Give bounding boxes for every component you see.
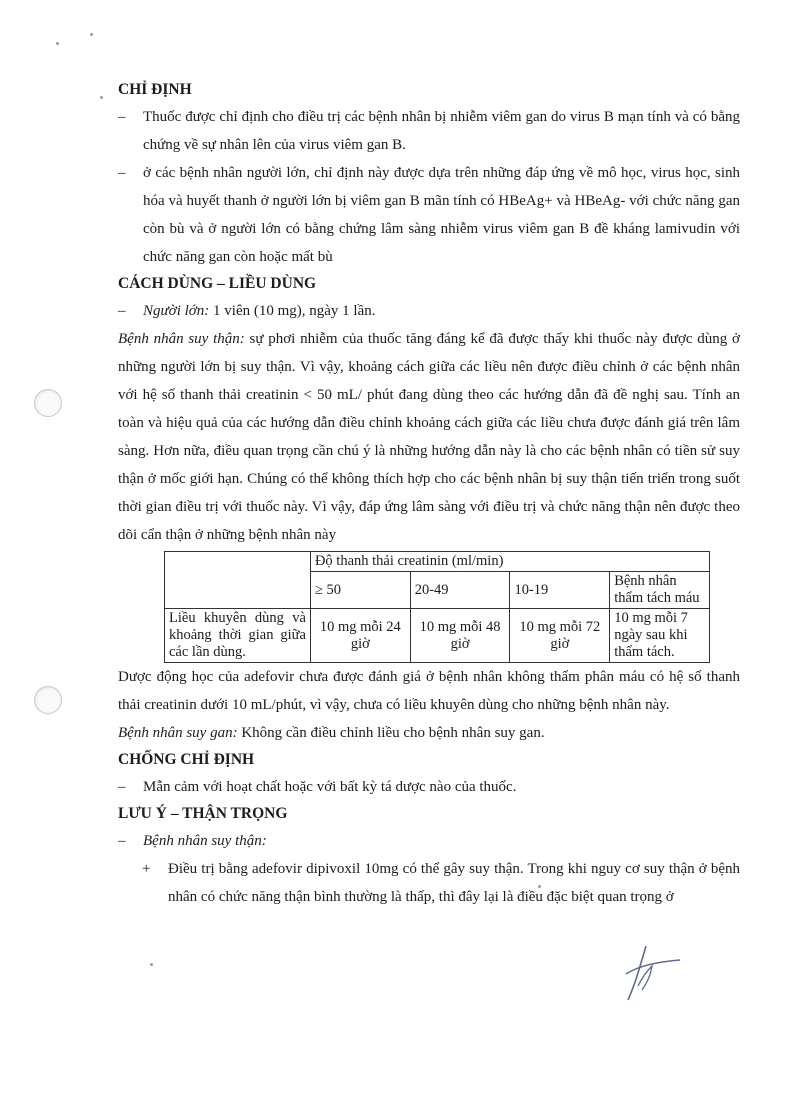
table-row [165,609,710,663]
table-column-header: 20-49 [410,572,510,609]
signature-mark [616,938,686,1008]
list-item [118,103,740,159]
list-item-text: Mẫn cảm với hoạt chất hoặc với bất kỳ tá dược nào của thuốc. [143,779,517,795]
dash-bullet: – [118,833,126,849]
table-column-header: 10-19 [510,572,610,609]
section-title-chong-chi-dinh: CHỐNG CHỈ ĐỊNH [118,751,255,768]
hepatic-label: Bệnh nhân suy gan: [118,725,238,741]
table-row [165,552,710,572]
dash-bullet: – [118,779,126,795]
sub-label: Bệnh nhân suy thận: [143,833,267,849]
scan-speck [100,96,103,99]
hepatic-text: Không cần điều chỉnh liều cho bệnh nhân suy gan. [237,725,545,741]
table-cell: 10 mg mỗi 72 giờ [510,609,610,663]
list-item [118,773,740,801]
section-title-cach-dung: CÁCH DÙNG – LIỀU DÙNG [118,275,317,292]
scan-speck [90,33,93,36]
list-item-text: Thuốc được chỉ định cho điều trị các bệnh nhân bị nhiễm viêm gan do virus B mạn tính và có bằng chứng về sự nhân lên của virus viêm gan B. [143,109,740,153]
sub-list-item-text: Điều trị bằng adefovir dipivoxil 10mg có thể gây suy thận. Trong khi nguy cơ suy thận ở bệnh nhân có chức năng thận bình thường là thấp, thì đây lại là điều đặc biệt quan trọng ở [168,861,740,905]
table-column-header: ≥ 50 [310,572,410,609]
section-title-luu-y: LƯU Ý – THẬN TRỌNG [118,805,288,822]
adult-label: Người lớn: [143,303,210,319]
list-item [118,827,740,855]
sub-list-item [118,855,740,911]
punch-hole-bottom [34,686,62,714]
table-header-cell: Độ thanh thải creatinin (ml/min) [310,552,709,572]
table-cell: 10 mg mỗi 7 ngày sau khi thẩm tách. [610,609,710,663]
table-cell: 10 mg mỗi 24 giờ [310,609,410,663]
table-row-label: Liều khuyên dùng và khoảng thời gian giữa các lần dùng. [165,609,311,663]
renal-text: sự phơi nhiễm của thuốc tăng đáng kể đã được thấy khi thuốc này được dùng ở những người lớn bị suy thận. Vì vậy, khoảng cách giữa các liều nên được điều chỉnh ở các bệnh nhân với hệ số thanh thải creatinin < 50 mL/ phút đang dùng theo các hướng dẫn đã đề nghị sau. Tính an toàn và hiệu quả của các hướng dẫn điều chỉnh khoảng cách giữa các liều chưa được đánh giá trên lâm sàng. Hơn nữa, điều quan trọng cần chú ý là những hướng dẫn này là cho các bệnh nhân có tiền sử suy thận ở mốc giới hạn. Chúng có thể không thích hợp cho các bệnh nhân bị suy thận tiến triển trong suốt thời gian điều trị với thuốc này. Vì vậy, đáp ứng lâm sàng với điều trị và chức năng thận nên được theo dõi cẩn thận ở những bệnh nhân này [118,331,740,543]
table-column-header: Bệnh nhân thẩm tách máu [610,572,710,609]
section-title-chi-dinh: CHỈ ĐỊNH [118,81,192,98]
scan-speck [56,42,59,45]
list-item [118,297,740,325]
adult-text: 1 viên (10 mg), ngày 1 lần. [209,303,376,319]
table-corner-cell [165,552,311,609]
document-content [118,77,740,911]
list-item [118,159,740,271]
list-item-text: ở các bệnh nhân người lớn, chỉ định này được dựa trên những đáp ứng về mô học, virus học, sinh hóa và huyết thanh ở người lớn bị viêm gan B mãn tính có HBeAg+ và HBeAg- với chức năng gan còn bù và ở người lớn có bằng chứng lâm sàng nhiễm virus viêm gan B đề kháng lamivudin với chức năng gan còn hoặc mất bù [143,165,740,265]
pk-paragraph: Dược động học của adefovir chưa được đánh giá ở bệnh nhân không thẩm phân máu có hệ số thanh thải creatinin dưới 10 mL/phút, vì vậy, chưa có liều khuyên dùng cho những bệnh nhân này. [118,669,740,713]
punch-hole-top [34,389,62,417]
hepatic-paragraph [118,719,740,747]
scan-speck [150,963,153,966]
plus-bullet: + [142,861,151,877]
dash-bullet: – [118,165,126,181]
renal-paragraph [118,325,740,549]
dash-bullet: – [118,109,126,125]
dosage-table [164,551,710,663]
table-cell: 10 mg mỗi 48 giờ [410,609,510,663]
renal-label: Bệnh nhân suy thận: [118,331,245,347]
dash-bullet: – [118,303,126,319]
